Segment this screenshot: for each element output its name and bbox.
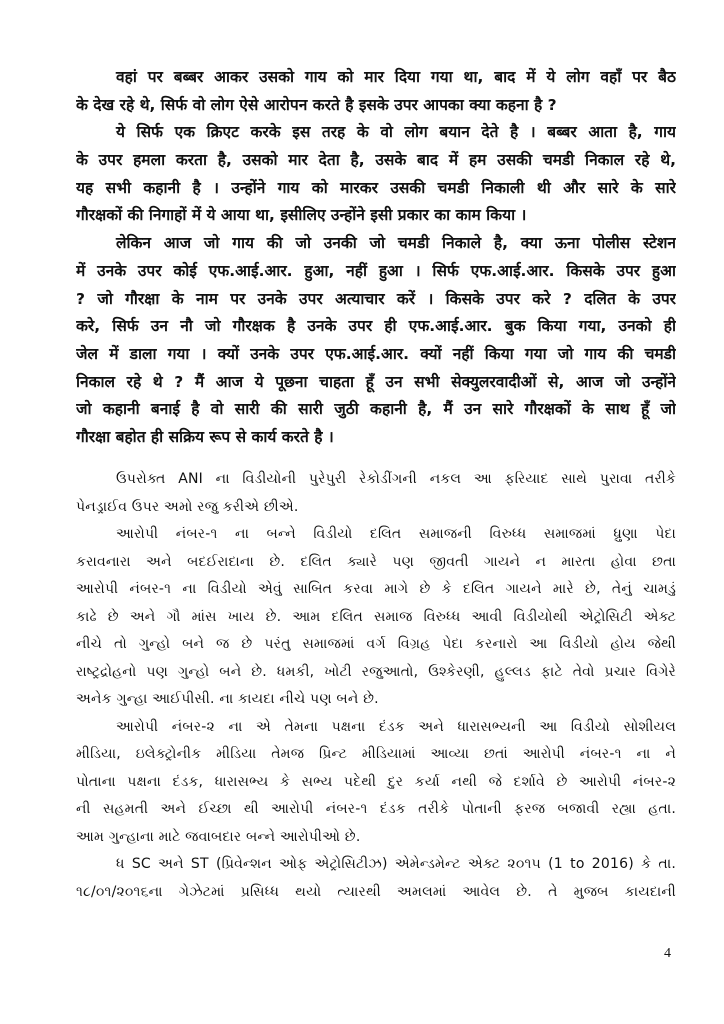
text-line: ધ SC અને ST (પ્રિવેન્શન ઓફ એટ્રોસિટીઝ) એમેન્ડમેન્ટ એક્ટ ૨૦૧૫ (1 to 2016) કે તા. [116, 856, 676, 872]
text-line: में उनके उपर कोई एफ.आई.आर. हुआ, नहीं हुआ । सिर्फ एफ.आई.आर. किसके उपर हुआ [76, 261, 676, 280]
text-line: ? जो गौरक्षा के नाम पर उनके उपर अत्याचार करें । किसके उपर करे ? दलित के उपर [76, 289, 676, 308]
text-line: રાષ્ટ્રદ્રોહનો પણ ગુન્હો બને છે. ધમકી, ખોટી રજુઆતો, ઉશ્કેરણી, હુલ્લડ ફાટે તેવો પ્રચાર વિગેરે [76, 663, 676, 680]
text-line: કાઢે છે અને ગૌ માંસ ખાય છે. આમ દલિત સમાજ વિરુધ્ધ આવી વિડીયોથી એટ્રોસિટી એક્ટ [76, 608, 676, 625]
text-line: અનેક ગુન્હા આઈપીસી. ના કાયદા નીચે પણ બને છે. [76, 691, 379, 707]
text-line: ઉપરોક્ત ANI ના વિડીયોની પુરેપુરી રેકોડીંગની નકલ આ ફરિયાદ સાથે પુરાવા તરીકે [116, 471, 676, 487]
text-line: निकाल रहे थे ? मैं आज ये पूछना चाहता हूँ उन सभी सेक्युलरवादीओं से, आज जो उन्होंने [76, 372, 676, 391]
text-line: કરાવનારા અને બદઈરાદાના છે. દલિત ક્યારે પણ જીવતી ગાયને ન મારતા હોવા છતા [76, 553, 676, 570]
text-line: गौरक्षा बहोत ही सक्रिय रूप से कार्य करते है । [76, 427, 334, 446]
hindi-transcript-section [76, 64, 676, 452]
text-line: ये सिर्फ एक क्रिएट करके इस तरह के वो लोग बयान देते है । बब्बर आता है, गाय [116, 123, 676, 142]
text-line: लेकिन आज जो गाय की जो उनकी जो चमडी निकाले है, क्या ऊना पोलीस स्टेशन [116, 234, 676, 253]
text-line: ની સહમતી અને ઈચ્છા થી આરોપી નંબર-૧ દંડક તરીકે પોતાની ફરજ બજાવી રહ્યા હતા. [76, 801, 676, 817]
text-line: जेल में डाला गया । क्यों उनके उपर एफ.आई.आर. क्यों नहीं किया गया जो गाय की चमडी [76, 344, 676, 363]
text-line: के उपर हमला करता है, उसको मार देता है, उसके बाद में हम उसकी चमडी निकाल रहे थे, [76, 151, 676, 170]
text-line: जो कहानी बनाई है वो सारी की सारी जुठी कहानी है, मैं उन सारे गौरक्षकों के साथ हूँ जो [76, 400, 676, 419]
text-line: આરોપી નંબર-૧ ના બન્ને વિડીયો દલિત સમાજની વિરુધ્ધ સમાજમાં ધ્રુણા પેદા [116, 526, 676, 542]
text-line: પેનડ્રાઈવ ઉપર અમો રજુ કરીએ છીએ. [76, 498, 299, 515]
text-line: નીચે તો ગુન્હો બને જ છે પરંતુ સમાજમાં વર્ગ વિગ્રહ પેદા કરનારો આ વિડીયો હોય જેથી [76, 636, 676, 652]
text-line: આરોપી નંબર-૨ ના એ તેમના પક્ષના દંડક અને ધારાસભ્યની આ વિડીયો સોશીયલ [116, 718, 676, 735]
text-line: करे, सिर्फ उन नौ जो गौरक्षक है उनके उपर ही एफ.आई.आर. बुक किया गया, उनको ही [76, 317, 676, 336]
text-line: वहां पर बब्बर आकर उसको गाय को मार दिया गया था, बाद में ये लोग वहाँ पर बैठ [116, 68, 676, 86]
gujarati-complaint-section [76, 466, 676, 906]
text-line: મીડિયા, ઇલેક્ટ્રોનીક મીડિયા તેમજ પ્રિન્ટ મીડિયામાં આવ્યા છતાં આરોપી નંબર-૧ ના ને [76, 746, 676, 762]
text-line: गौरक्षकों की निगाहों में ये आया था, इसीलिए उन्होंने इसी प्रकार का काम किया । [76, 206, 527, 225]
text-line: ૧૮/૦૧/૨૦૧૬ના ગેઝેટમાં પ્રસિધ્ધ થયો ત્યારથી અમલમાં આવેલ છે. તે મુજબ કાયદાની [76, 883, 676, 900]
text-line: આરોપી નંબર-૧ ના વિડીયો એવું સાબિત કરવા માગે છે કે દલિત ગાયને મારે છે, તેનું ચામડું [76, 581, 676, 597]
text-line: આમ ગુન્હાના માટે જવાબદાર બન્ને આરોપીઓ છે. [76, 828, 361, 845]
text-line: પોતાના પક્ષના દંડક, ધારાસભ્ય કે સભ્ય પદેથી દુર કર્યા નથી જે દર્શાવે છે આરોપી નંબર-૨ [76, 773, 676, 790]
text-line: यह सभी कहानी है । उन्होंने गाय को मारकर उसकी चमडी निकाली थी और सारे के सारे [76, 178, 676, 197]
text-line: के देख रहे थे, सिर्फ वो लोग ऐसे आरोपन करते है इसके उपर आपका क्या कहना है ? [76, 95, 557, 114]
page-number: 4 [664, 946, 671, 961]
